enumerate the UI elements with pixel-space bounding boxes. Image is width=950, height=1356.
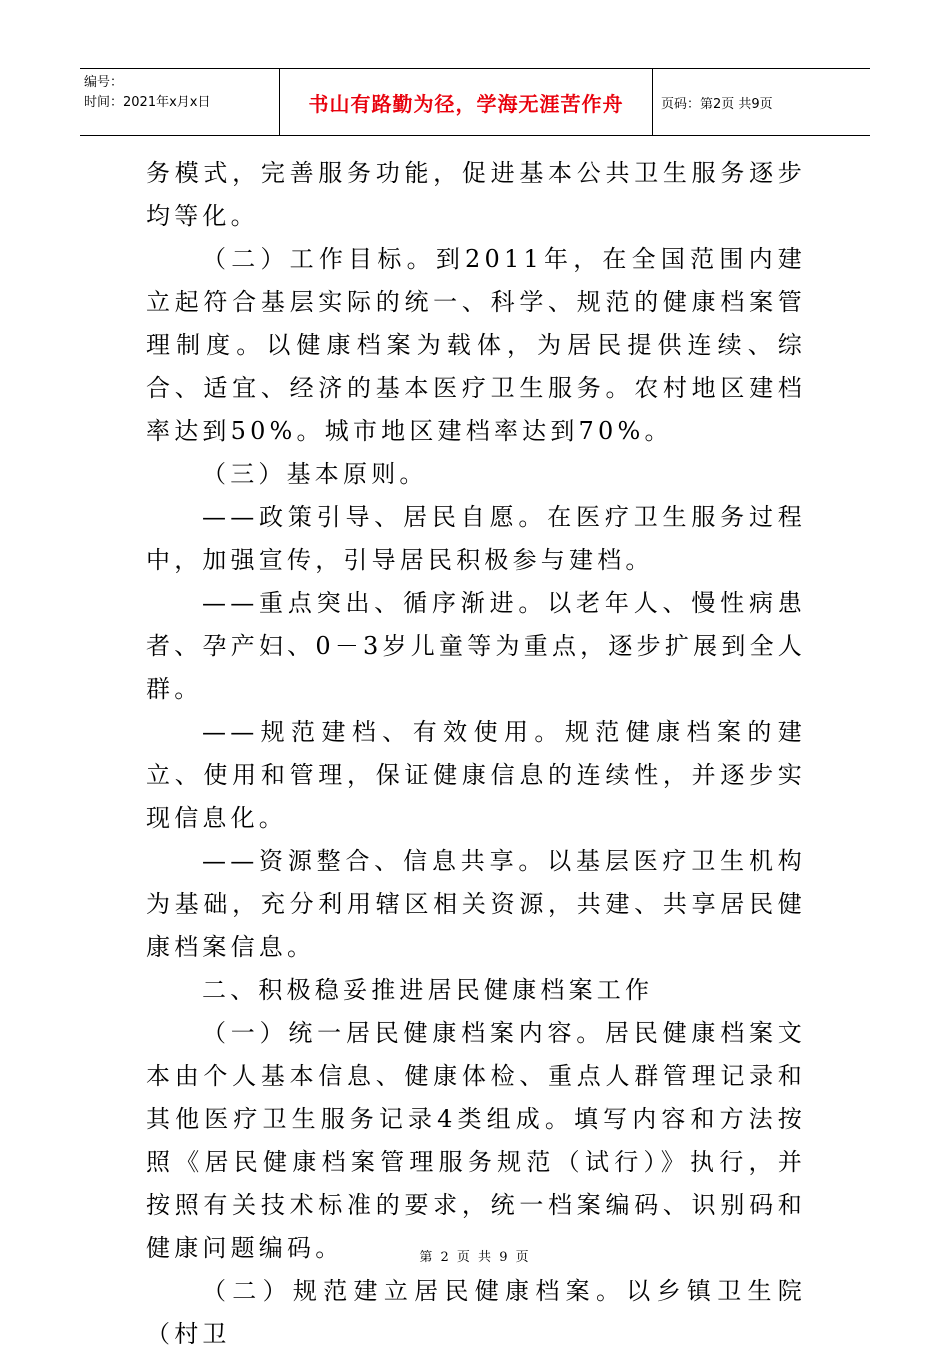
paragraph: （一）统一居民健康档案内容。居民健康档案文本由个人基本信息、健康体检、重点人群管理记录和其他医疗卫生服务记录4类组成。填写内容和方法按照《居民健康档案管理服务规范（试行）》执行，并按照有关技术标准的要求，统一档案编码、识别码和健康问题编码。 — [146, 1019, 806, 1262]
page-footer: 第 2 页 共 9 页 — [419, 1250, 531, 1265]
document-number-label: 编号： — [84, 75, 124, 90]
paragraph: ——资源整合、信息共享。以基层医疗卫生机构为基础，充分利用辖区相关资源，共建、共享居民健康档案信息。 — [146, 847, 806, 961]
paragraph: （二）工作目标。到2011年，在全国范围内建立起符合基层实际的统一、科学、规范的健康档案管理制度。以健康档案为载体，为居民提供连续、综合、适宜、经济的基本医疗卫生服务。农村地区建档率达到50%。城市地区建档率达到70%。 — [146, 245, 806, 445]
document-time-label: 时间：2021年x月x日 — [84, 95, 211, 110]
header-page-info: 页码：第2页 共9页 — [661, 96, 773, 112]
paragraph: 务模式，完善服务功能，促进基本公共卫生服务逐步均等化。 — [146, 159, 806, 230]
paragraph: ——政策引导、居民自愿。在医疗卫生服务过程中，加强宣传，引导居民积极参与建档。 — [146, 503, 806, 574]
paragraph: ——规范建档、有效使用。规范健康档案的建立、使用和管理，保证健康信息的连续性，并逐步实现信息化。 — [146, 718, 806, 832]
paragraph: （三）基本原则。 — [202, 460, 428, 488]
header-motto: 书山有路勤为径，学海无涯苦作舟 — [280, 69, 653, 135]
paragraph: （二）规范建立居民健康档案。以乡镇卫生院（村卫 — [146, 1277, 806, 1348]
header-meta — [80, 69, 280, 135]
document-body — [146, 152, 806, 1356]
document-header — [80, 68, 870, 136]
section-heading: 二、积极稳妥推进居民健康档案工作 — [202, 976, 654, 1004]
paragraph: ——重点突出、循序渐进。以老年人、慢性病患者、孕产妇、0－3岁儿童等为重点，逐步扩展到全人群。 — [146, 589, 806, 703]
